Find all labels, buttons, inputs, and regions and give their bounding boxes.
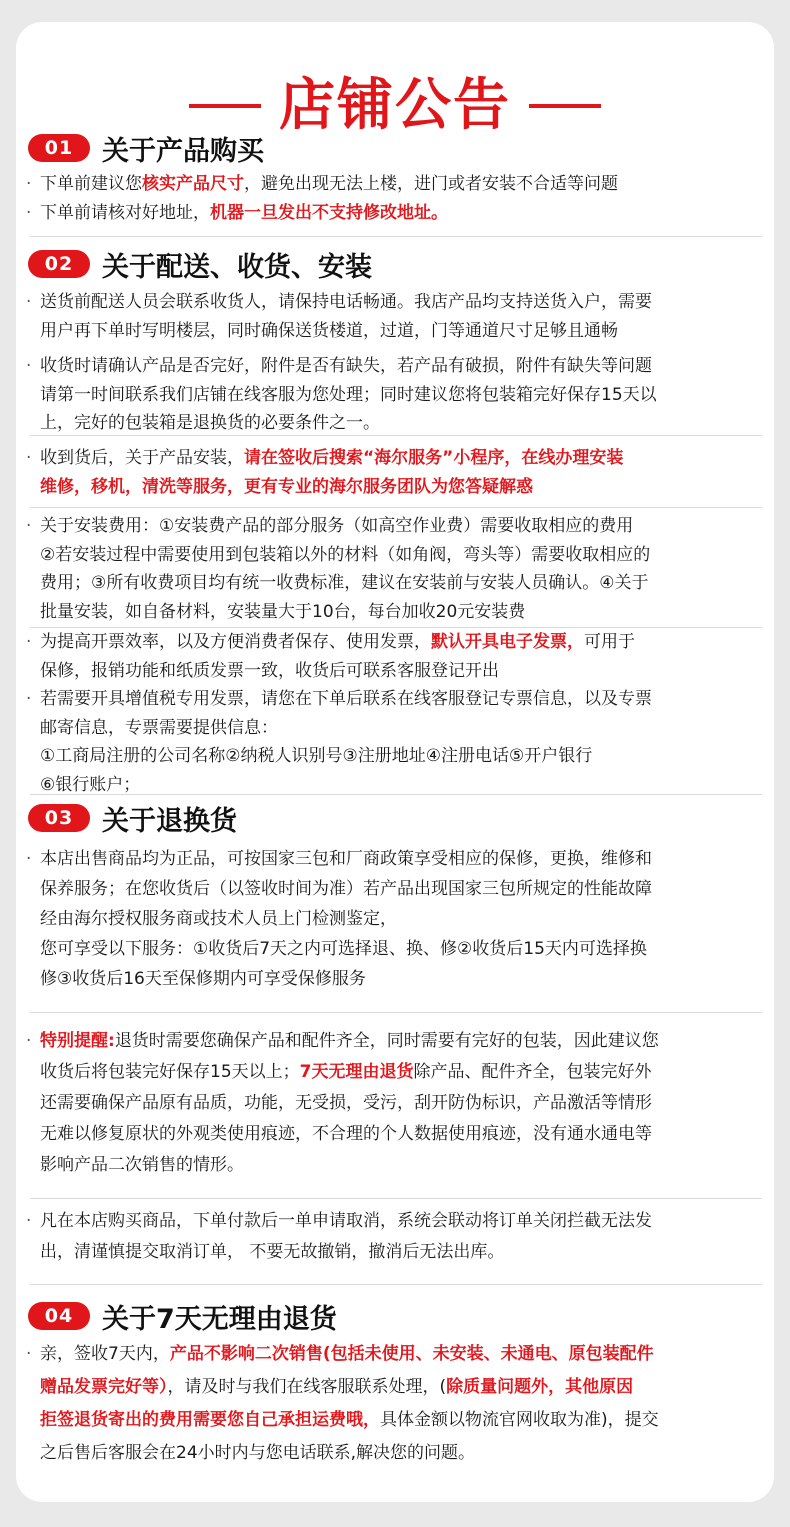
list-item: · 关于安装费用：①安装费产品的部分服务（如高空作业费）需要收取相应的费用: [26, 516, 634, 536]
list-item-cont: 批量安装，如自备材料，安装量大于10台，每台加收20元安装费: [40, 601, 526, 622]
section-title: 关于配送、收货、安装: [102, 251, 372, 283]
divider: [30, 1198, 762, 1199]
section-02-header: [28, 242, 372, 286]
list-item-cont: 费用；③所有收费项目均有统一收费标准，建议在安装前与安装人员确认。④关于: [40, 573, 649, 593]
list-item: · 本店出售商品均为正品，可按国家三包和厂商政策享受相应的保修，更换，维修和: [26, 849, 652, 869]
list-item-cont: ⑥银行账户；: [40, 774, 141, 795]
section-title: 关于7天无理由退货: [102, 1303, 337, 1335]
announcement-card: [16, 22, 774, 1502]
list-item-cont: 上，完好的包装箱是退换货的必要条件之一。: [40, 413, 380, 433]
list-item-cont: 维修，移机，清洗等服务，更有专业的海尔服务团队为您答疑解惑: [40, 476, 533, 497]
section-number-badge: 02: [28, 250, 90, 278]
list-item-cont: 影响产品二次销售的情形。: [40, 1155, 244, 1175]
divider: [30, 435, 762, 436]
list-item: · 送货前配送人员会联系收货人，请保持电话畅通。我店产品均支持送货入户，需要: [26, 292, 652, 312]
list-item-cont: 无难以修复原状的外观类使用痕迹，不合理的个人数据使用痕迹，没有通水通电等: [40, 1124, 652, 1144]
list-item-cont: 出，清谨慎提交取消订单， 不要无故撤销，撤消后无法出库。: [40, 1242, 505, 1262]
list-item-cont: 还需要确保产品原有品质，功能，无受损，受污，刮开防伪标识，产品激活等情形: [40, 1093, 652, 1113]
section-01-body: [26, 170, 766, 227]
section-number-badge: 01: [28, 134, 90, 162]
section-03-body-a: [26, 844, 766, 994]
list-item: · 亲，签收7天内，产品不影响二次销售(包括未使用、未安装、未通电、原包装配件: [26, 1344, 654, 1364]
list-item-cont: 邮寄信息，专票需要提供信息：: [40, 717, 278, 738]
list-item: · 下单前请核对好地址，机器一旦发出不支持修改地址。: [26, 202, 448, 223]
section-04-header: [28, 1294, 337, 1338]
list-item-cont: 之后售后客服会在24小时内与您电话联系,解决您的问题。: [40, 1443, 476, 1463]
list-item-cont: ②若安装过程中需要使用到包装箱以外的材料（如角阀，弯头等）需要收取相应的: [40, 544, 651, 565]
section-02-body-a: [26, 288, 766, 345]
section-02-body-c: [26, 444, 766, 501]
section-02-body-b: [26, 352, 766, 438]
list-item: · 若需要开具增值税专用发票，请您在下单后联系在线客服登记专票信息，以及专票: [26, 689, 652, 709]
list-item-cont: 赠品发票完好等），请及时与我们在线客服联系处理，(除质量问题外，其他原因: [40, 1377, 634, 1397]
list-item: · 下单前建议您核实产品尺寸，避免出现无法上楼，进门或者安装不合适等问题: [26, 174, 618, 194]
section-title: 关于产品购买: [102, 135, 264, 167]
list-item-cont: ①工商局注册的公司名称②纳税人识别号③注册地址④注册电话⑤开户银行: [40, 746, 593, 766]
list-item-cont: 保养服务；在您收货后（以签收时间为准）若产品出现国家三包所规定的性能故障: [40, 879, 652, 899]
section-03-body-c: [26, 1206, 766, 1268]
list-item-cont: 您可享受以下服务：①收货后7天之内可选择退、换、修②收货后15天内可选择换: [40, 939, 647, 959]
section-04-body: [26, 1338, 766, 1470]
list-item-cont: 修③收货后16天至保修期内可享受保修服务: [40, 969, 366, 989]
title-right-rule: [529, 104, 601, 108]
list-item-cont: 用户再下单时写明楼层，同时确保送货楼道，过道，门等通道尺寸足够且通畅: [40, 320, 618, 341]
section-03-body-b: [26, 1026, 766, 1181]
list-item: · 特别提醒:退货时需要您确保产品和配件齐全，同时需要有完好的包装，因此建议您: [26, 1031, 659, 1051]
divider: [30, 1284, 762, 1285]
list-item: · 收到货后，关于产品安装，请在签收后搜索“海尔服务”小程序，在线办理安装: [26, 448, 624, 468]
list-item-cont: 收货后将包装完好保存15天以上；7天无理由退货除产品、配件齐全，包装完好外: [40, 1062, 652, 1082]
page-title: 店铺公告: [279, 73, 511, 138]
list-item: · 凡在本店购买商品，下单付款后一单申请取消，系统会联动将订单关闭拦截无法发: [26, 1211, 652, 1231]
section-title: 关于退换货: [102, 805, 237, 837]
divider: [30, 794, 762, 795]
list-item-cont: 请第一时间联系我们店铺在线客服为您处理；同时建议您将包装箱完好保存15天以: [40, 384, 657, 405]
list-item-cont: 经由海尔授权服务商或技术人员上门检测鉴定，: [40, 909, 397, 929]
section-number-badge: 04: [28, 1302, 90, 1330]
section-01-header: [28, 126, 264, 170]
divider: [30, 507, 762, 508]
list-item: · 为提高开票效率，以及方便消费者保存、使用发票，默认开具电子发票，可用于: [26, 632, 635, 652]
section-02-body-d: [26, 512, 766, 626]
list-item-cont: 保修，报销功能和纸质发票一致，收货后可联系客服登记开出: [40, 660, 499, 681]
divider: [30, 1012, 762, 1013]
section-02-body-e: [26, 628, 766, 799]
title-left-rule: [189, 104, 261, 108]
section-number-badge: 03: [28, 804, 90, 832]
divider: [30, 236, 762, 237]
list-item-cont: 拒签退货寄出的费用需要您自己承担运费哦，具体金额以物流官网收取为准)，提交: [40, 1410, 659, 1430]
section-03-header: [28, 796, 237, 840]
list-item: · 收货时请确认产品是否完好，附件是否有缺失，若产品有破损，附件有缺失等问题: [26, 356, 652, 376]
